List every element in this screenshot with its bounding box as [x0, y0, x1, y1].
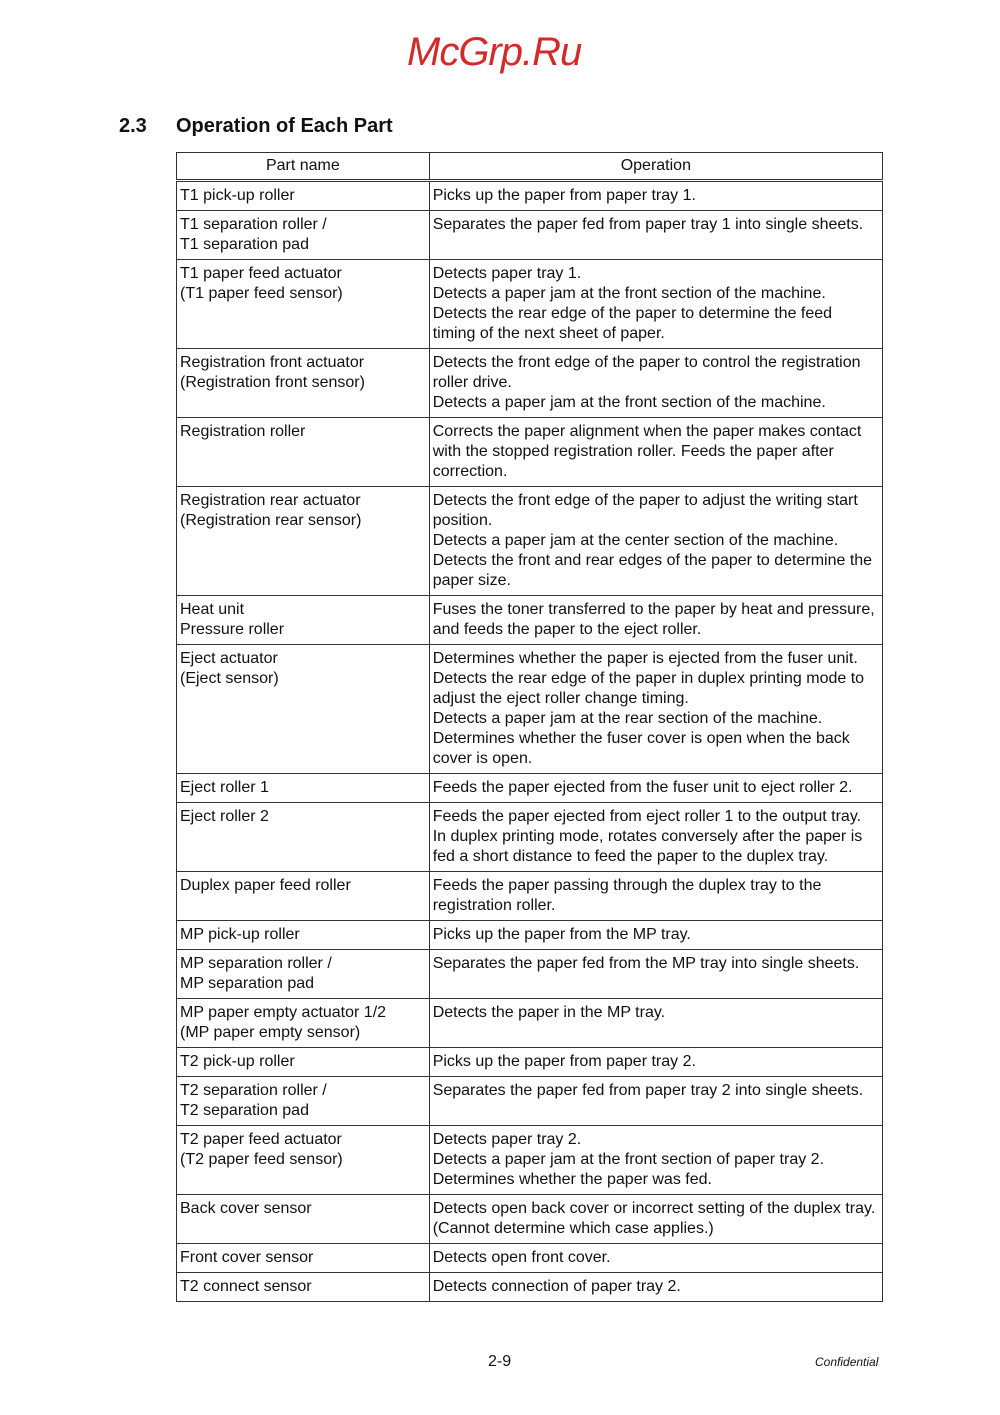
table-row [177, 950, 883, 999]
part-name-cell: MP separation roller / MP separation pad [177, 950, 430, 999]
operation-cell: Feeds the paper ejected from eject roller 1 to the output tray. In duplex printing mode, rotates conversely after the paper is fed a short distance to feed the paper to the duplex tray. [429, 803, 882, 872]
header-part-name: Part name [177, 153, 430, 181]
operation-cell: Separates the paper fed from the MP tray into single sheets. [429, 950, 882, 999]
table-row [177, 872, 883, 921]
table-row [177, 1077, 883, 1126]
operation-cell: Picks up the paper from the MP tray. [429, 921, 882, 950]
operation-cell: Feeds the paper passing through the duplex tray to the registration roller. [429, 872, 882, 921]
table-row [177, 803, 883, 872]
table-row [177, 1273, 883, 1302]
part-name-cell: Front cover sensor [177, 1244, 430, 1273]
operation-cell: Detects open back cover or incorrect setting of the duplex tray. (Cannot determine which case applies.) [429, 1195, 882, 1244]
table-row [177, 211, 883, 260]
part-name-cell: Heat unit Pressure roller [177, 596, 430, 645]
operation-cell: Fuses the toner transferred to the paper by heat and pressure, and feeds the paper to the eject roller. [429, 596, 882, 645]
table-row [177, 1195, 883, 1244]
part-name-cell: Eject roller 1 [177, 774, 430, 803]
table-row [177, 1244, 883, 1273]
part-name-cell: MP paper empty actuator 1/2 (MP paper empty sensor) [177, 999, 430, 1048]
part-name-cell: T2 connect sensor [177, 1273, 430, 1302]
table-row [177, 181, 883, 211]
part-name-cell: Eject actuator (Eject sensor) [177, 645, 430, 774]
part-name-cell: T1 pick-up roller [177, 181, 430, 211]
operation-cell: Picks up the paper from paper tray 1. [429, 181, 882, 211]
table-row [177, 260, 883, 349]
part-name-cell: Registration front actuator (Registration front sensor) [177, 349, 430, 418]
parts-operation-table [176, 152, 883, 1302]
operation-cell: Picks up the paper from paper tray 2. [429, 1048, 882, 1077]
operation-cell: Detects the front edge of the paper to adjust the writing start position. Detects a paper jam at the center section of the machine. Detects the front and rear edges of the paper to determine the paper size. [429, 487, 882, 596]
part-name-cell: Duplex paper feed roller [177, 872, 430, 921]
table-row [177, 349, 883, 418]
operation-cell: Corrects the paper alignment when the paper makes contact with the stopped registration roller. Feeds the paper after correction. [429, 418, 882, 487]
operation-cell: Detects open front cover. [429, 1244, 882, 1273]
part-name-cell: MP pick-up roller [177, 921, 430, 950]
operation-cell: Determines whether the paper is ejected from the fuser unit. Detects the rear edge of the paper in duplex printing mode to adjust the eject roller change timing. Detects a paper jam at the rear section of the machine. Determines whether the fuser cover is open when the back cover is open. [429, 645, 882, 774]
part-name-cell: Eject roller 2 [177, 803, 430, 872]
operation-cell: Detects connection of paper tray 2. [429, 1273, 882, 1302]
table-row [177, 1126, 883, 1195]
operation-cell: Separates the paper fed from paper tray 2 into single sheets. [429, 1077, 882, 1126]
page-number: 2-9 [488, 1353, 512, 1370]
watermark-logo: McGrp.Ru [407, 30, 582, 74]
table-row [177, 774, 883, 803]
table-row [177, 921, 883, 950]
part-name-cell: T2 pick-up roller [177, 1048, 430, 1077]
table-row [177, 645, 883, 774]
part-name-cell: Back cover sensor [177, 1195, 430, 1244]
operation-cell: Detects paper tray 1. Detects a paper jam at the front section of the machine. Detects the rear edge of the paper to determine the feed timing of the next sheet of paper. [429, 260, 882, 349]
part-name-cell: T2 paper feed actuator (T2 paper feed sensor) [177, 1126, 430, 1195]
header-operation: Operation [429, 153, 882, 181]
table-row [177, 418, 883, 487]
part-name-cell: T2 separation roller / T2 separation pad [177, 1077, 430, 1126]
table-row [177, 1048, 883, 1077]
table-row [177, 596, 883, 645]
table-header-row [177, 153, 883, 181]
part-name-cell: Registration rear actuator (Registration rear sensor) [177, 487, 430, 596]
part-name-cell: T1 separation roller / T1 separation pad [177, 211, 430, 260]
operation-cell: Feeds the paper ejected from the fuser unit to eject roller 2. [429, 774, 882, 803]
table-row [177, 487, 883, 596]
part-name-cell: T1 paper feed actuator (T1 paper feed sensor) [177, 260, 430, 349]
table-row [177, 999, 883, 1048]
operation-cell: Detects the front edge of the paper to control the registration roller drive. Detects a paper jam at the front section of the machine. [429, 349, 882, 418]
table-body [177, 181, 883, 1302]
operation-cell: Separates the paper fed from paper tray 1 into single sheets. [429, 211, 882, 260]
section-title: Operation of Each Part [176, 115, 393, 137]
operation-cell: Detects the paper in the MP tray. [429, 999, 882, 1048]
part-name-cell: Registration roller [177, 418, 430, 487]
section-number: 2.3 [119, 115, 147, 137]
operation-cell: Detects paper tray 2. Detects a paper jam at the front section of paper tray 2. Determines whether the paper was fed. [429, 1126, 882, 1195]
confidential-label: Confidential [815, 1355, 879, 1369]
